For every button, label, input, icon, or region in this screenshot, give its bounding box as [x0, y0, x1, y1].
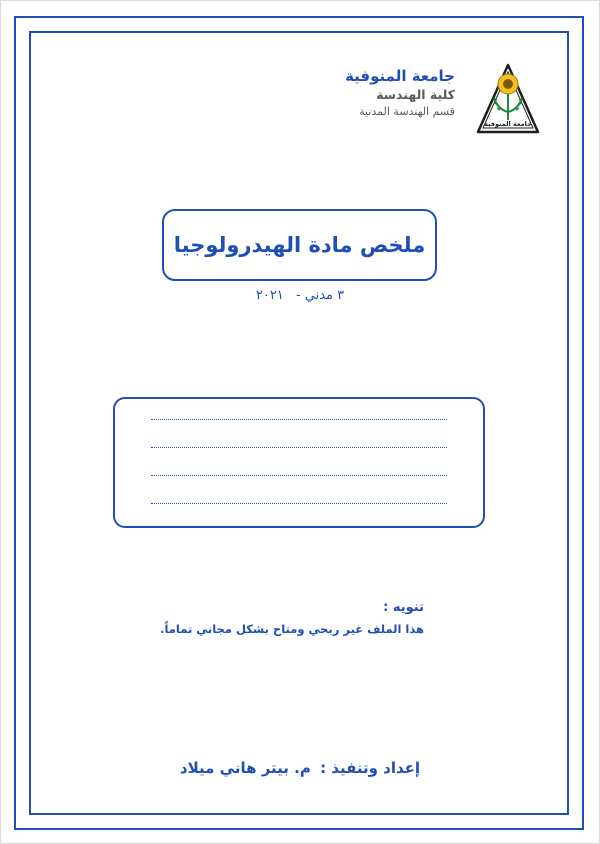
sunflower-icon: [498, 74, 518, 94]
notice-body: هذا الملف غير ربحي ومتاح بشكل مجاني تماماً.: [160, 622, 424, 636]
menoufia-university-logo-icon: [474, 62, 542, 138]
faculty-name: كلية الهندسة: [376, 87, 455, 102]
dotted-line: [151, 503, 447, 504]
dotted-line: [151, 475, 447, 476]
course-year: ٢٠٢١: [255, 288, 284, 303]
dotted-line: [151, 447, 447, 448]
notice-title: تنويه :: [383, 600, 424, 615]
course-code: [0, 288, 600, 303]
department-name: قسم الهندسة المدنية: [359, 105, 455, 118]
credit-label: إعداد وتنفيذ :: [320, 759, 421, 777]
title-box: [162, 209, 437, 281]
credit-line: [0, 759, 600, 777]
document-title: ملخص مادة الهيدرولوجيا: [173, 233, 426, 257]
author-name: م. بيتر هاني ميلاد: [179, 759, 311, 777]
university-header: [345, 66, 455, 120]
name-entry-box: [113, 397, 485, 528]
notice: [160, 598, 424, 640]
logo-caption: جامعة المنوفية: [484, 120, 532, 128]
dotted-line: [151, 419, 447, 420]
university-name: جامعة المنوفية: [345, 67, 455, 85]
course-level: ٣ مدني -: [295, 288, 345, 303]
